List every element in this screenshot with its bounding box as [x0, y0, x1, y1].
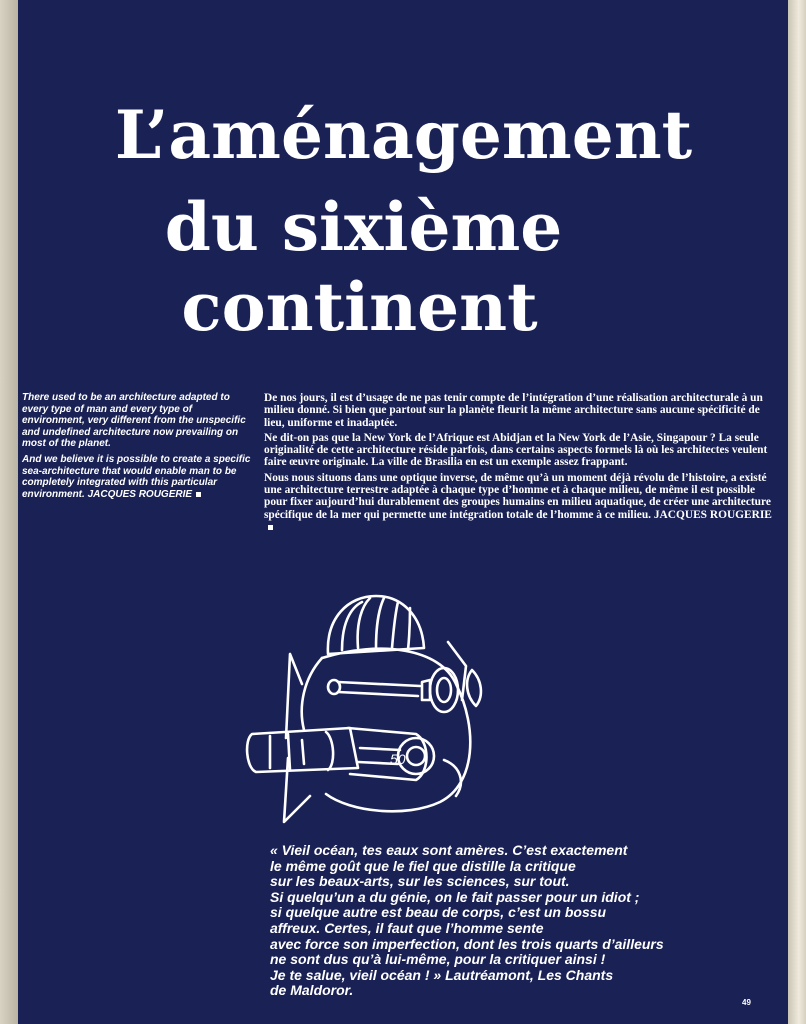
lautreamont-quote: « Vieil océan, tes eaux sont amères. C’est exactement le même goût que le fiel que distille la critique sur les beaux-arts, sur les sciences, sur tout. Si quelqu’un a du génie, on le fait passer pour un idiot ; si quelque autre est beau de corps, c’est un bossu affreux. Certes, il faut que l’homme sente avec force son imperfection, dont les trois quarts d’ailleurs ne sont dus qu’à lui-même, pour la critiquer ainsi ! Je te salue, vieil océan ! » Lautréamont, Les Chants de Maldoror. — [270, 842, 664, 999]
title-line-1: L’aménagement — [114, 96, 693, 174]
page-left-edge — [0, 0, 18, 1024]
french-body — [264, 392, 772, 536]
english-paragraph-1: There used to be an architecture adapted to every type of man and every type of environment, very different from the unspecific and undefined architecture now prevailing on most of the planet. — [22, 392, 246, 450]
title-line-3: continent — [181, 268, 538, 346]
drawing-number-label: 50 — [390, 751, 406, 767]
title-line-2: du sixième — [164, 188, 563, 266]
page-number: 49 — [742, 998, 751, 1007]
french-paragraph-3-text: Nous nous situons dans une optique inverse, de même qu’à un moment déjà révolu de l’histoire, a existé une architecture terrestre adaptée à chaque type d’homme et à chaque milieu, de même il est possible pour fixer aujourd’hui durablement des groupes humains en milieu aquatique, de créer une architecture spécifique de la mer qui permette une intégration totale de l’homme à ce milieu. JACQUES ROUGERIE — [264, 471, 772, 521]
fish-submarine-sketch — [230, 588, 492, 830]
magazine-page — [18, 0, 789, 1024]
page-spine — [788, 0, 806, 1024]
end-mark-icon — [268, 525, 273, 530]
french-paragraph-3 — [264, 472, 772, 533]
english-paragraph-2-text: And we believe it is possible to create a specific sea-architecture that would enable man to be completely integrated with this particular environment. JACQUES ROUGERIE — [22, 453, 251, 500]
english-paragraph-2 — [22, 454, 252, 500]
french-paragraph-1: De nos jours, il est d’usage de ne pas tenir compte de l’intégration d’une réalisation architecturale à un milieu donné. Si bien que partout sur la planète fleurit la même architecture sans aucune spécificité de lieu, uniforme et inadaptée. — [264, 392, 763, 429]
end-mark-icon — [196, 492, 201, 497]
english-intro — [22, 392, 252, 504]
french-paragraph-2: Ne dit-on pas que la New York de l’Afrique est Abidjan et la New York de l’Asie, Singapour ? La seule originalité de cette architecture réside parfois, dans certains aspects formels là où les architectes veulent faire œuvre originale. La ville de Brasilia en est un exemple assez frappant. — [264, 431, 768, 469]
